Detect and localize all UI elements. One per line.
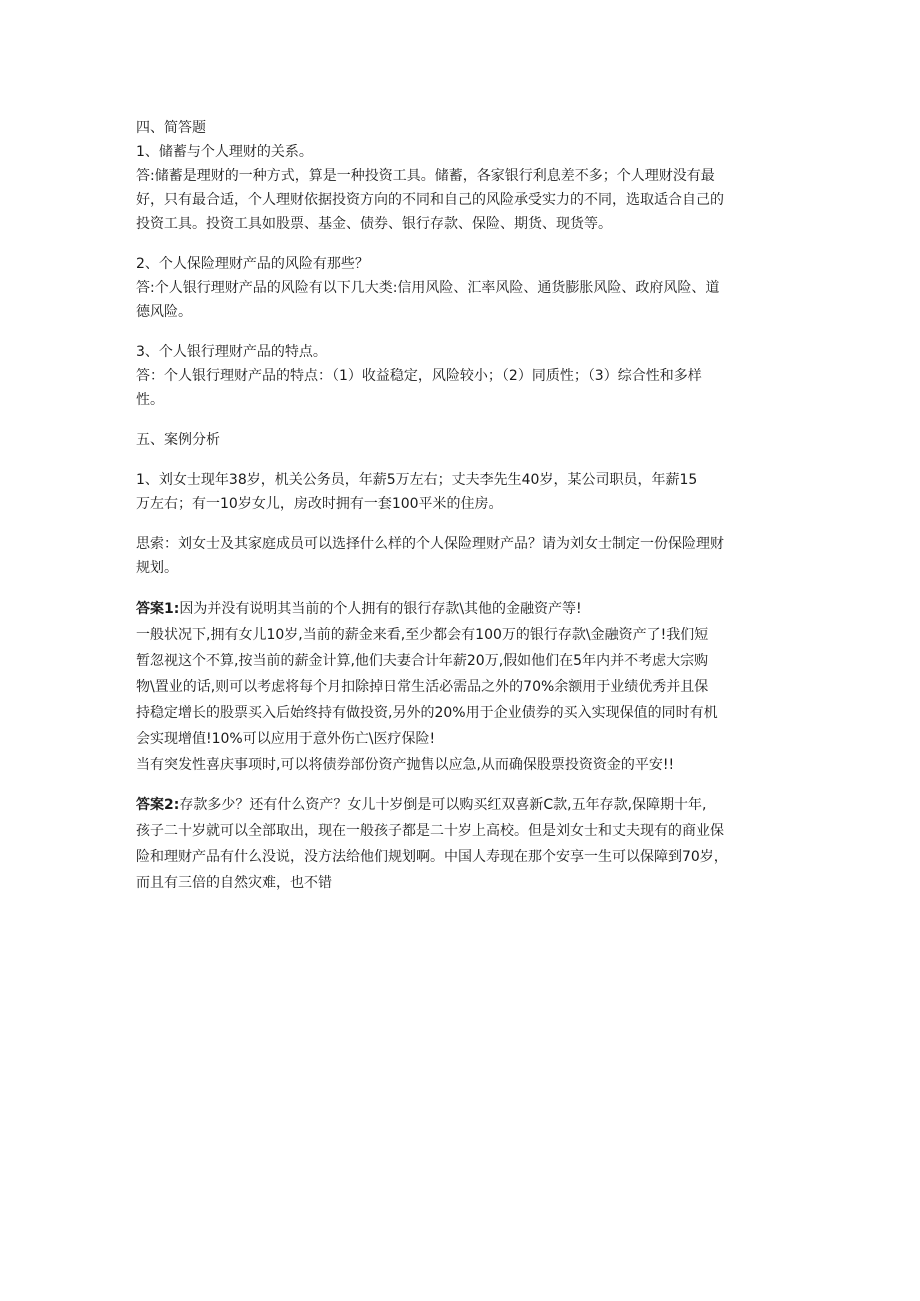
case-question-line: 思索：刘女士及其家庭成员可以选择什么样的个人保险理财产品？请为刘女士制定一份保险理财 (136, 536, 724, 552)
question-3: 3、个人银行理财产品的特点。 (136, 344, 327, 360)
case-answer-1 (136, 596, 786, 778)
case-answer-2-label: 答案2: (136, 797, 180, 813)
case-answer-1-label: 答案1: (136, 601, 180, 617)
case-question (136, 532, 786, 580)
answer-line: 德风险。 (136, 304, 192, 320)
case-line: 万左右；有一10岁女儿，房改时拥有一套100平米的住房。 (136, 496, 503, 512)
answer-2-block (136, 276, 786, 324)
case-answer-line: 会实现增值!10%可以应用于意外伤亡\医疗保险! (136, 731, 436, 747)
answer-line: 答:储蓄是理财的一种方式，算是一种投资工具。储蓄，各家银行利息差不多；个人理财没有最 (136, 168, 715, 184)
answer-1-block (136, 164, 786, 236)
case-answer-line: 暂忽视这个不算,按当前的薪金计算,他们夫妻合计年薪20万,假如他们在5年内并不考虑大宗购 (136, 653, 709, 669)
answer-line: 投资工具。投资工具如股票、基金、债券、银行存款、保险、期货、现货等。 (136, 216, 612, 232)
answer-line: 性。 (136, 392, 164, 408)
question-1: 1、储蓄与个人理财的关系。 (136, 144, 313, 160)
case-answer-1-text: 因为并没有说明其当前的个人拥有的银行存款\其他的金融资产等! (179, 601, 582, 617)
case-answer-line: 而且有三倍的自然灾难，也不错 (136, 875, 332, 891)
question-2: 2、个人保险理财产品的风险有那些？ (136, 256, 369, 272)
case-answer-line: 物\置业的话,则可以考虑将每个月扣除掉日常生活必需品之外的70%余额用于业绩优秀并且保 (136, 679, 709, 695)
answer-line: 答：个人银行理财产品的特点：（1）收益稳定，风险较小；（2）同质性；（3）综合性和多样 (136, 368, 702, 384)
case-answer-line: 孩子二十岁就可以全部取出，现在一般孩子都是二十岁上高校。但是刘女士和丈夫现有的商业保 (136, 823, 724, 839)
answer-line: 好，只有最合适，个人理财依据投资方向的不同和自己的风险承受实力的不同，选取适合自己的 (136, 192, 724, 208)
case-answer-line: 一般状况下,拥有女儿10岁,当前的薪金来看,至少都会有100万的银行存款\金融资产了!我们短 (136, 627, 709, 643)
case-answer-2-first-line (136, 792, 786, 818)
case-answer-line: 持稳定增长的股票买入后始终持有做投资,另外的20%用于企业债券的买入实现保值的同时有机 (136, 705, 718, 721)
case-answer-line: 当有突发性喜庆事项时,可以将债券部份资产抛售以应急,从而确保股票投资资金的平安!! (136, 757, 675, 773)
section-heading-case-analysis: 五、案例分析 (136, 432, 220, 448)
case-answer-2-text: 存款多少？还有什么资产？女儿十岁倒是可以购买红双喜新C款,五年存款,保障期十年, (179, 797, 707, 813)
case-line: 1、刘女士现年38岁，机关公务员，年薪5万左右；丈夫李先生40岁，某公司职员，年薪15 (136, 472, 698, 488)
case-description (136, 468, 786, 516)
answer-3-block (136, 364, 786, 412)
case-answer-1-first-line (136, 596, 786, 622)
section-heading-short-answer: 四、简答题 (136, 120, 206, 136)
case-question-line: 规划。 (136, 560, 178, 576)
answer-line: 答:个人银行理财产品的风险有以下几大类:信用风险、汇率风险、通货膨胀风险、政府风险、道 (136, 280, 720, 296)
case-answer-2 (136, 792, 786, 896)
document-page (136, 116, 786, 896)
case-answer-line: 险和理财产品有什么没说，没方法给他们规划啊。中国人寿现在那个安享一生可以保障到70岁， (136, 849, 728, 865)
